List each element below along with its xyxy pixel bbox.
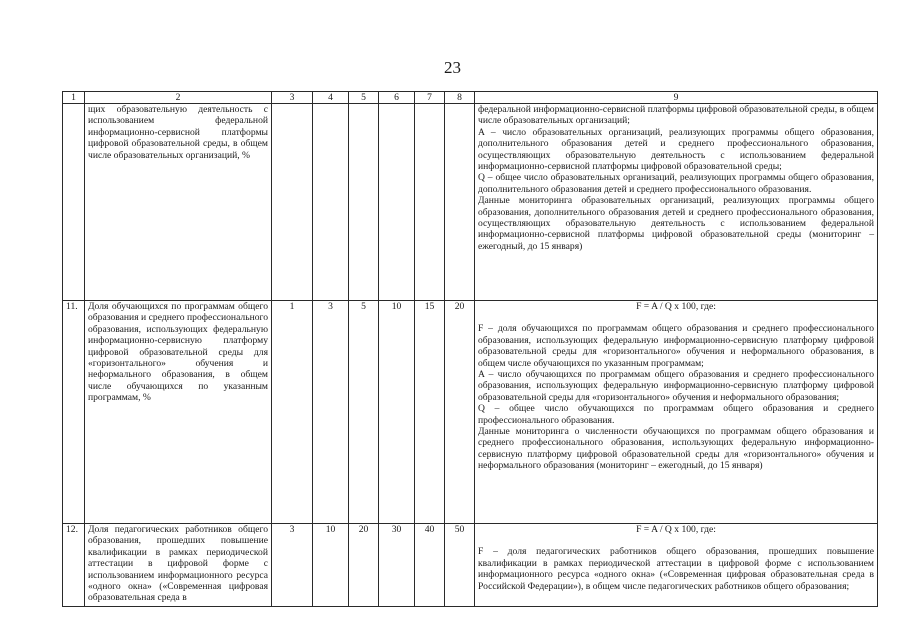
value-cell [313,104,349,301]
value-cell: 20 [445,301,475,524]
value-cell: 3 [313,301,349,524]
table-row [63,524,878,607]
page-number: 23 [444,58,461,77]
value-cell: 15 [415,301,445,524]
value-cell [379,104,415,301]
indicator-name: Доля обучающихся по программам общего образования и среднего профессионального образования, использующих федеральную информационно-сервисную платформу цифровой образовательной среды для «горизонтального» обучения и неформального образования, в общем числе обучающихся по указанным программам, % [85,301,272,524]
formula: F = A / Q x 100, где: [636,301,716,312]
value-cell [445,104,475,301]
indicator-name: Доля педагогических работников общего образования, прошедших повышение квалификации в рамках периодической аттестации в цифровой форме с использованием информационного ресурса «одного окна» («Современная цифровая образовательная среда в [85,524,272,607]
formula: F = A / Q x 100, где: [636,524,716,535]
table-row [63,104,878,301]
value-cell: 20 [349,524,379,607]
methodology-paragraph: A – число обучающихся по программам общего образования и среднего профессионального образования, использующих федеральную информационно-сервисную платформу цифровой образовательной среды для «горизонтального» обучения и неформального образования; [478,369,874,403]
methodology-paragraph: федеральной информационно-сервисной платформы цифровой образовательной среды, в общем числе образовательных организаций; [478,104,874,127]
value-cell [349,104,379,301]
column-header: 1 [63,92,85,104]
column-header: 6 [379,92,415,104]
methodology-cell [475,301,878,524]
methodology-paragraph: A – число образовательных организаций, реализующих программы общего образования, дополнительного образования детей и среднего профессионального образования, осуществляющих образовательную деятельность с использованием федеральной информационно-сервисной платформы цифровой образовательной среды; [478,126,874,173]
methodology-cell [475,104,878,301]
table-header-row [63,92,878,104]
methodology-paragraph: F – доля обучающихся по программам общего образования и среднего профессионального образования, использующих федеральную информационно-сервисную платформу цифровой образовательной среды для «горизонтального» обучения и неформального образования, в общем числе обучающихся по указанным программам; [478,323,874,369]
value-cell [415,104,445,301]
methodology-paragraph: Данные мониторинга о численности обучающихся по программам общего образования и среднего профессионального образования, использующих федеральную информационно-сервисную платформу цифровой образовательной среды для «горизонтального» обучения и неформального образования (мониторинг – ежегодный, до 15 января) [478,426,874,472]
row-number [63,104,85,301]
methodology-paragraph: Q – общее число образовательных организаций, реализующих программы общего образования, дополнительного образования детей и среднего профессионального образования. [478,172,874,195]
value-cell: 5 [349,301,379,524]
indicator-table [62,91,878,607]
value-cell [272,104,313,301]
column-header: 7 [415,92,445,104]
column-header: 4 [313,92,349,104]
table-row [63,301,878,524]
methodology-paragraph: Данные мониторинга образовательных организаций, реализующих программы общего образования, дополнительного образования детей и среднего профессионального образования, осуществляющих образовательную деятельность с использованием федеральной информационно-сервисной платформы цифровой образовательной среды (мониторинг – ежегодный, до 15 января) [478,195,874,252]
value-cell: 3 [272,524,313,607]
indicator-name: щих образовательную деятельность с использованием федеральной информационно-сервисной платформы цифровой образовательной среды, в общем числе образовательных организаций, % [85,104,272,301]
methodology-cell [475,524,878,607]
column-header: 2 [85,92,272,104]
methodology-paragraph: Q – общее число обучающихся по программам общего образования и среднего профессионального образования. [478,403,874,426]
methodology-paragraph: F – доля педагогических работников общего образования, прошедших повышение квалификации в рамках периодической аттестации в цифровой форме с использованием информационного ресурса «одного окна» («Современная цифровая образовательная среда в Российской Федерации»), в общем числе педагогических работников общего образования; [478,546,874,592]
value-cell: 1 [272,301,313,524]
column-header: 9 [475,92,878,104]
column-header: 5 [349,92,379,104]
value-cell: 10 [313,524,349,607]
row-number: 12. [63,524,85,607]
value-cell: 30 [379,524,415,607]
column-header: 3 [272,92,313,104]
value-cell: 10 [379,301,415,524]
column-header: 8 [445,92,475,104]
value-cell: 40 [415,524,445,607]
row-number: 11. [63,301,85,524]
value-cell: 50 [445,524,475,607]
